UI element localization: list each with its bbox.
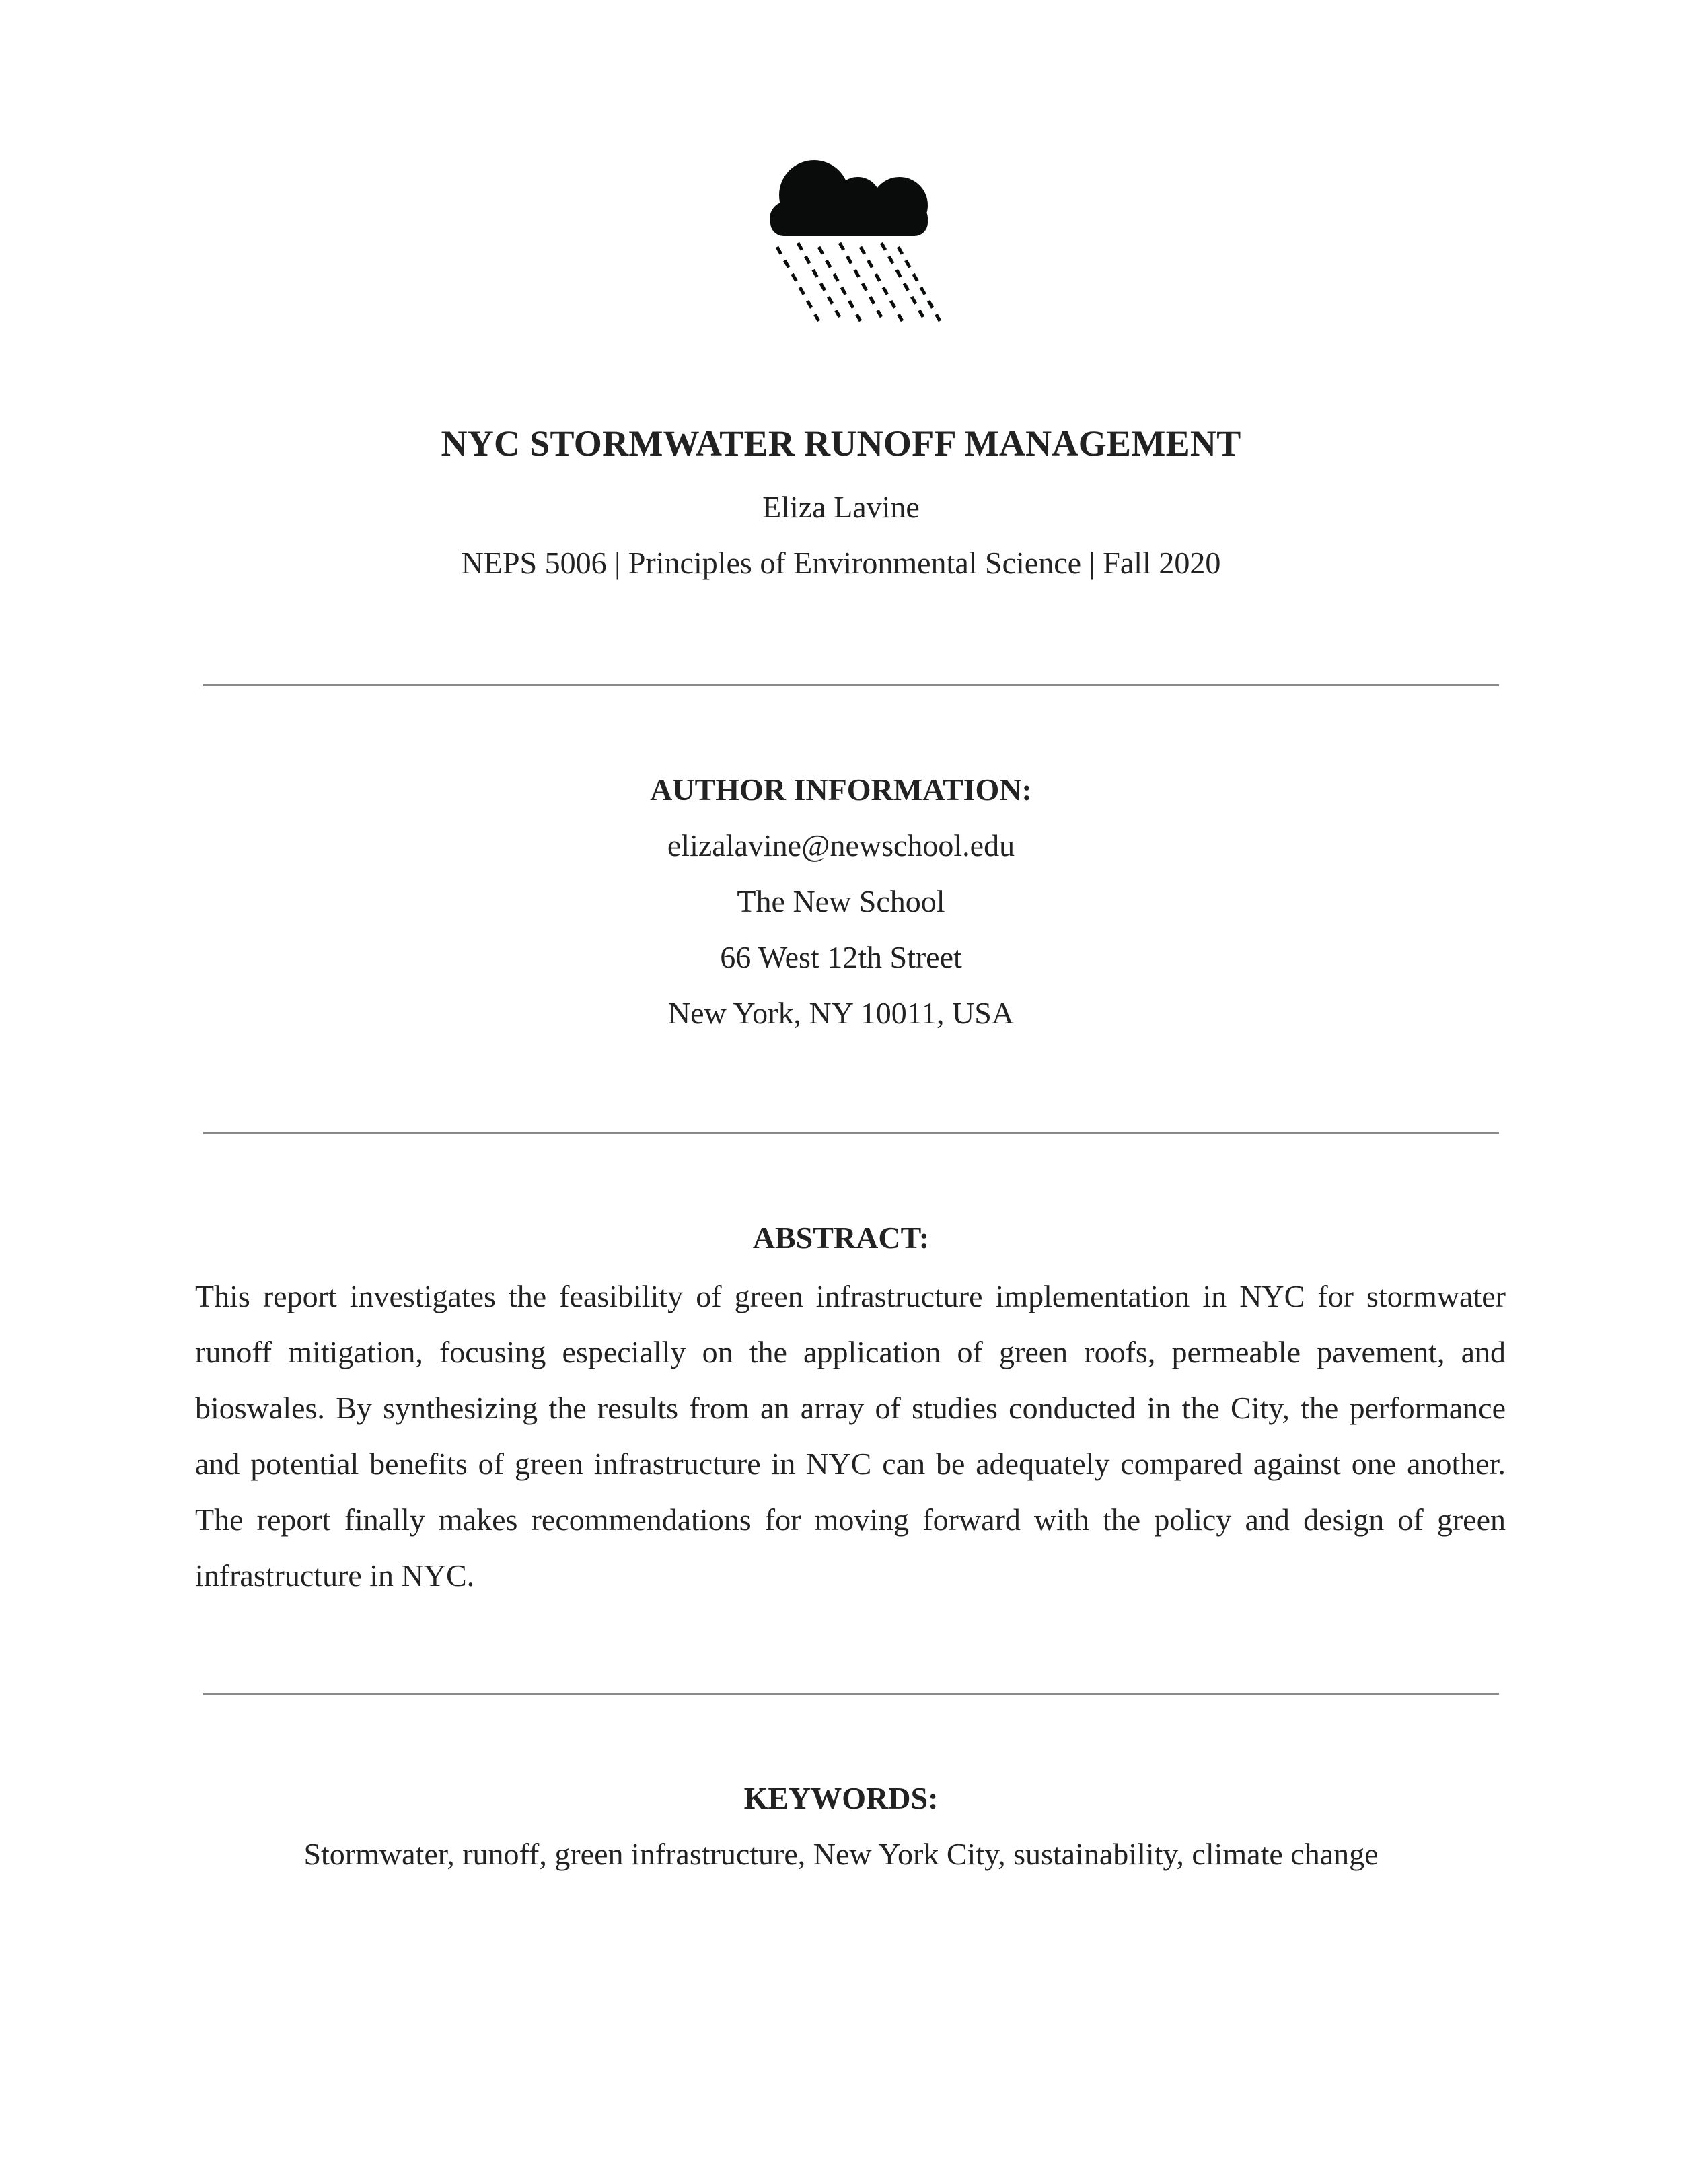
- divider: [203, 1132, 1499, 1134]
- divider: [203, 1693, 1499, 1695]
- keywords-heading: KEYWORDS:: [743, 1781, 939, 1815]
- author-institution: The New School: [737, 884, 945, 918]
- course-info: NEPS 5006 | Principles of Environmental Science | Fall 2020: [461, 546, 1221, 580]
- author-street: 66 West 12th Street: [720, 940, 962, 974]
- abstract-heading: ABSTRACT:: [752, 1221, 930, 1255]
- keywords-text: Stormwater, runoff, green infrastructure, New York City, sustainability, climate change: [303, 1837, 1379, 1871]
- author-name: Eliza Lavine: [762, 490, 920, 524]
- abstract-text: This report investigates the feasibility of green infrastructure implementation in NYC for stormwater runoff mitigation, focusing especially on the application of green roofs, permeable pavement, and bioswales. By synthesizing the results from an array of studies conducted in the City, the performance and potential benefits of green infrastructure in NYC can be adequately compared against one another. The report finally makes recommendations for moving forward with the policy and design of green infrastructure in NYC.: [195, 1279, 1506, 1593]
- author-city: New York, NY 10011, USA: [667, 996, 1015, 1030]
- page-title: NYC STORMWATER RUNOFF MANAGEMENT: [441, 423, 1241, 464]
- author-info-heading: AUTHOR INFORMATION:: [650, 772, 1032, 807]
- author-email: elizalavine@newschool.edu: [667, 828, 1015, 863]
- divider: [203, 684, 1499, 686]
- rain-cloud-icon: [757, 145, 952, 326]
